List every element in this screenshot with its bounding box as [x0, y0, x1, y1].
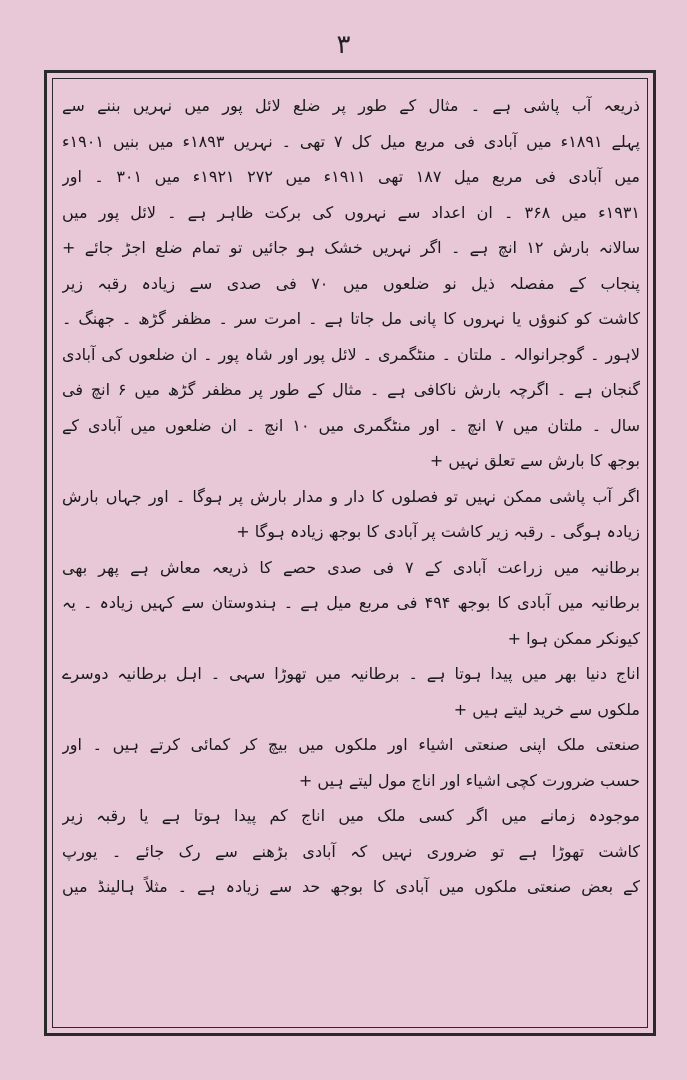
text-line: پہلے ۱۸۹۱ء میں آبادی فی مربع میل کل ۷ تھی ۔ نہریں ۱۸۹۳ء میں بنیں ۱۹۰۱ء — [62, 131, 640, 151]
text-line: کیونکر ممکن ہوا + — [507, 628, 640, 648]
text-line: گنجان ہے ۔ اگرچہ بارش ناکافی ہے ۔ مثال کے طور پر مظفر گڑھ میں ۶ انچ فی — [62, 380, 640, 399]
text-line: صنعتی ملک اپنی صنعتی اشیاء اور ملکوں میں بیچ کر کمائی کرتے ہیں ۔ اور — [62, 735, 640, 754]
text-line: میں آبادی فی مربع میل ۱۸۷ تھی ۱۹۱۱ء میں ۲۷۲ ۱۹۲۱ء میں ۳۰۱ ۔ اور — [62, 167, 640, 186]
text-line: کے بعض صنعتی ملکوں میں آبادی کا بوجھ حد سے زیادہ ہے ۔ مثلاً ہالینڈ میں — [62, 877, 640, 896]
page-number: ۳ — [336, 30, 351, 60]
text-line: ۱۹۳۱ء میں ۳۶۸ ۔ ان اعداد سے نہروں کی برکت ظاہر ہے ۔ لائل پور میں — [62, 202, 640, 222]
text-line: ذریعہ آب پاشی ہے ۔ مثال کے طور پر ضلع لائل پور میں نہریں بننے سے — [62, 96, 640, 115]
text-line: بوجھ کا بارش سے تعلق نہیں + — [429, 451, 640, 470]
text-line: موجودہ زمانے میں اگر کسی ملک میں اناج کم پیدا ہوتا ہے یا رقبہ زیر — [62, 806, 640, 825]
text-line: اگر آب پاشی ممکن نہیں تو فصلوں کا دار و مدار بارش پر ہوگا ۔ اور جہاں بارش — [62, 486, 640, 506]
text-line: حسب ضرورت کچی اشیاء اور اناج مول لیتے ہیں + — [298, 770, 640, 790]
text-line: سال ۔ ملتان میں ۷ انچ ۔ اور منٹگمری میں ۱۰ انچ ۔ ان ضلعوں میں آبادی کے — [62, 415, 640, 435]
text-line: زیادہ ہوگی ۔ رقبہ زیر کاشت پر آبادی کا بوجھ زیادہ ہوگا + — [236, 522, 640, 541]
text-line: سالانہ بارش ۱۲ انچ ہے ۔ اگر نہریں خشک ہو جائیں تو تمام ضلع اجڑ جائے + — [62, 238, 640, 257]
text-line: اناج دنیا بھر میں پیدا ہوتا ہے ۔ برطانیہ میں تھوڑا سہی ۔ اہل برطانیہ دوسرے — [62, 664, 640, 683]
text-line: پنجاب کے مفصلہ ذیل نو ضلعوں میں ۷۰ فی صدی سے زیادہ رقبہ زیر — [62, 273, 640, 293]
text-line: برطانیہ میں زراعت آبادی کے ۷ فی صدی حصے کا ذریعہ معاش ہے پھر بھی — [62, 557, 640, 577]
text-line: لاہور ۔ گوجرانوالہ ۔ ملتان ۔ منٹگمری ۔ لائل پور اور شاہ پور ۔ ان ضلعوں کی آبادی — [62, 344, 640, 364]
text-line: برطانیہ میں آبادی کا بوجھ ۴۹۴ فی مربع میل ہے ۔ ہندوستان سے کہیں زیادہ ۔ یہ — [62, 593, 640, 612]
text-line: کاشت تھوڑا ہے تو ضروری نہیں کہ آبادی بڑھنے سے رک جائے ۔ یورپ — [62, 841, 640, 861]
body-text — [62, 88, 640, 1018]
text-line: کاشت کو کنوؤں یا نہروں کا پانی مل جاتا ہے ۔ امرت سر ۔ مظفر گڑھ ۔ جھنگ ۔ — [62, 309, 640, 328]
text-line: ملکوں سے خرید لیتے ہیں + — [453, 699, 640, 719]
